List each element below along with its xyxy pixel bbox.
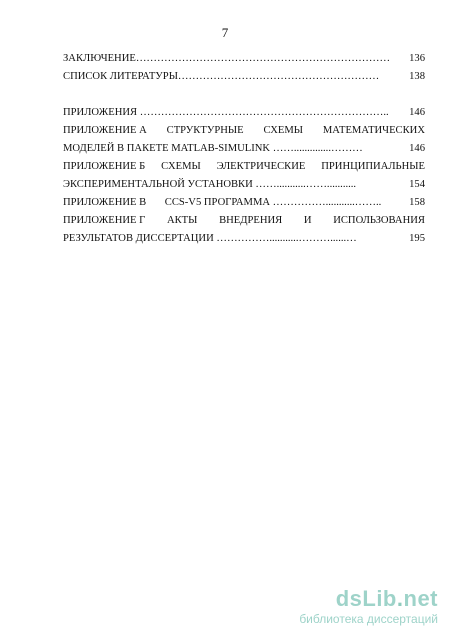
toc-entry-page: 158 xyxy=(409,197,425,208)
toc-entry-appendix-g-line1 xyxy=(63,212,425,230)
watermark-logo-main: dsLib xyxy=(335,586,397,611)
toc-word: ПРИЛОЖЕНИЕ А xyxy=(63,125,147,136)
toc-entry-appendices xyxy=(63,104,425,122)
toc-word: ВНЕДРЕНИЯ xyxy=(219,215,283,226)
toc-group-appendices xyxy=(63,104,425,248)
toc-word: СТРУКТУРНЫЕ xyxy=(166,125,244,136)
toc-word: ПРИЛОЖЕНИЕ Г xyxy=(63,215,146,226)
toc-entry-text: РЕЗУЛЬТАТОВ ДИССЕРТАЦИИ ……………...........………......… xyxy=(63,233,357,244)
toc-word: СХЕМЫ xyxy=(263,125,304,136)
toc-entry-page: 136 xyxy=(409,53,425,64)
watermark-logo-dot: . xyxy=(396,586,404,611)
toc-entry-text: ПРИЛОЖЕНИЯ …………………………………………………………….. xyxy=(63,107,389,118)
toc-word: ЭЛЕКТРИЧЕСКИЕ xyxy=(216,161,306,172)
toc-entry-page: 138 xyxy=(409,71,425,82)
toc-entry-conclusion xyxy=(63,50,425,68)
watermark-logo xyxy=(299,588,438,610)
toc-word: ПРИЛОЖЕНИЕ Б xyxy=(63,161,146,172)
watermark-logo-tld: net xyxy=(403,586,438,611)
toc-entry-page: 146 xyxy=(409,107,425,118)
toc-entry-text: СПИСОК ЛИТЕРАТУРЫ………………………………………………… xyxy=(63,71,380,82)
toc-word: И xyxy=(303,215,312,226)
toc-word: МАТЕМАТИЧЕСКИХ xyxy=(322,125,425,136)
toc-entry-appendix-a-line1 xyxy=(63,122,425,140)
toc-entry-page: 154 xyxy=(409,179,425,190)
toc-entry-appendix-b-line1 xyxy=(63,158,425,176)
watermark-subtitle: библиотека диссертаций xyxy=(299,612,438,626)
toc-word: АКТЫ xyxy=(166,215,198,226)
toc-entry-appendix-g-line2 xyxy=(63,230,425,248)
toc-word: ПРИНЦИПИАЛЬНЫЕ xyxy=(321,161,425,172)
toc-entry-page: 195 xyxy=(409,233,425,244)
toc-entry-text: ЗАКЛЮЧЕНИЕ……………………………………………………………… xyxy=(63,53,391,64)
toc-entry-text: ПРИЛОЖЕНИЕ В CCS-V5 ПРОГРАММА ……………...........…….. xyxy=(63,197,382,208)
toc-entry-appendix-a-line2 xyxy=(63,140,425,158)
toc-entry-appendix-v xyxy=(63,194,425,212)
page-number: 7 xyxy=(221,25,229,40)
toc-group-main xyxy=(63,50,425,86)
toc-entry-text: ЭКСПЕРИМЕНТАЛЬНОЙ УСТАНОВКИ ……...........……........... xyxy=(63,179,357,190)
toc-word: ИСПОЛЬЗОВАНИЯ xyxy=(333,215,425,226)
toc-entry-appendix-b-line2 xyxy=(63,176,425,194)
toc-entry-references xyxy=(63,68,425,86)
toc-entry-page: 146 xyxy=(409,143,425,154)
watermark xyxy=(299,588,438,626)
toc-word: СХЕМЫ xyxy=(161,161,201,172)
toc-entry-text: МОДЕЛЕЙ В ПАКЕТЕ MATLAB-SIMULINK ……..............……… xyxy=(63,143,363,154)
